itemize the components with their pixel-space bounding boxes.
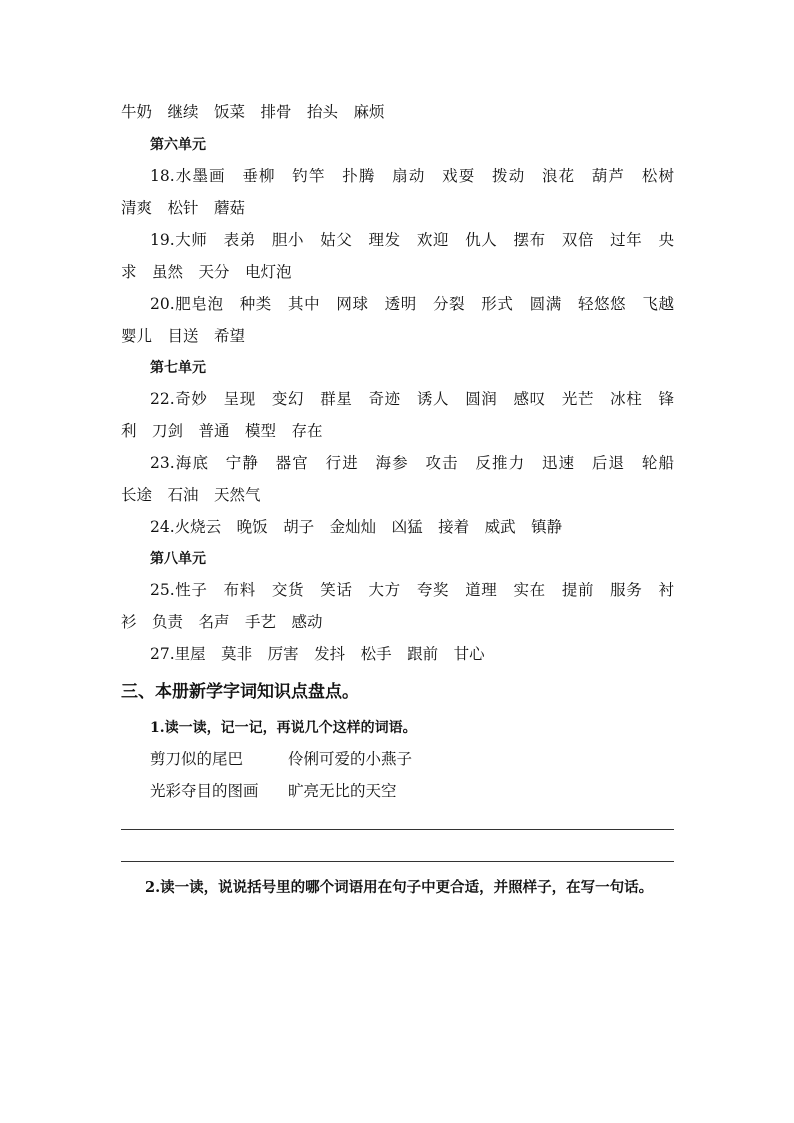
word-line-lesson-22-cont: 利 刀剑 普通 模型 存在 [121,422,323,440]
word-line-lesson-19: 19.大师 表弟 胆小 姑父 理发 欢迎 仇人 摆布 双倍 过年 央 [150,231,674,249]
unit-heading-7: 第七单元 [150,360,206,376]
question-2: 2.读一读，说说括号里的哪个词语用在句子中更合适，并照样子，在写一句话。 [145,879,654,896]
answer-blank-line-2[interactable] [121,861,674,862]
word-line-lesson-20-cont: 婴儿 目送 希望 [121,327,246,345]
word-line-lesson-20: 20.肥皂泡 种类 其中 网球 透明 分裂 形式 圆满 轻悠悠 飞越 [150,295,674,313]
word-line-lesson-23-cont: 长途 石油 天然气 [121,486,261,504]
word-line-lesson-18-cont: 清爽 松针 蘑菇 [121,199,246,217]
example-phrase: 剪刀似的尾巴 [150,750,244,768]
word-line-unit5-end: 牛奶 继续 饭菜 排骨 抬头 麻烦 [121,103,385,121]
answer-blank-line-1[interactable] [121,829,674,830]
example-phrase: 旷亮无比的天空 [288,782,397,800]
unit-heading-8: 第八单元 [150,551,206,567]
word-line-lesson-23: 23.海底 宁静 器官 行进 海参 攻击 反推力 迅速 后退 轮船 [150,454,674,472]
word-line-lesson-22: 22.奇妙 呈现 变幻 群星 奇迹 诱人 圆润 感叹 光芒 冰柱 锋 [150,390,674,408]
example-row-2 [150,780,674,802]
word-line-lesson-18: 18.水墨画 垂柳 钓竿 扑腾 扇动 戏耍 拨动 浪花 葫芦 松树 [150,167,674,185]
word-line-lesson-27: 27.里屋 莫非 厉害 发抖 松手 跟前 甘心 [150,645,485,663]
unit-heading-6: 第六单元 [150,137,206,153]
section-title: 三、本册新学字词知识点盘点。 [121,682,359,702]
word-line-lesson-19-cont: 求 虽然 天分 电灯泡 [121,263,292,281]
question-1: 1.读一读，记一记，再说几个这样的词语。 [150,720,417,736]
word-line-lesson-25-cont: 衫 负责 名声 手艺 感动 [121,613,323,631]
word-line-lesson-25: 25.性子 布料 交货 笑话 大方 夸奖 道理 实在 提前 服务 衬 [150,581,674,599]
example-phrase: 伶俐可爱的小燕子 [288,750,413,768]
example-phrase: 光彩夺目的图画 [150,782,259,800]
word-line-lesson-24: 24.火烧云 晚饭 胡子 金灿灿 凶猛 接着 威武 镇静 [150,518,563,536]
example-row-1 [150,748,674,770]
